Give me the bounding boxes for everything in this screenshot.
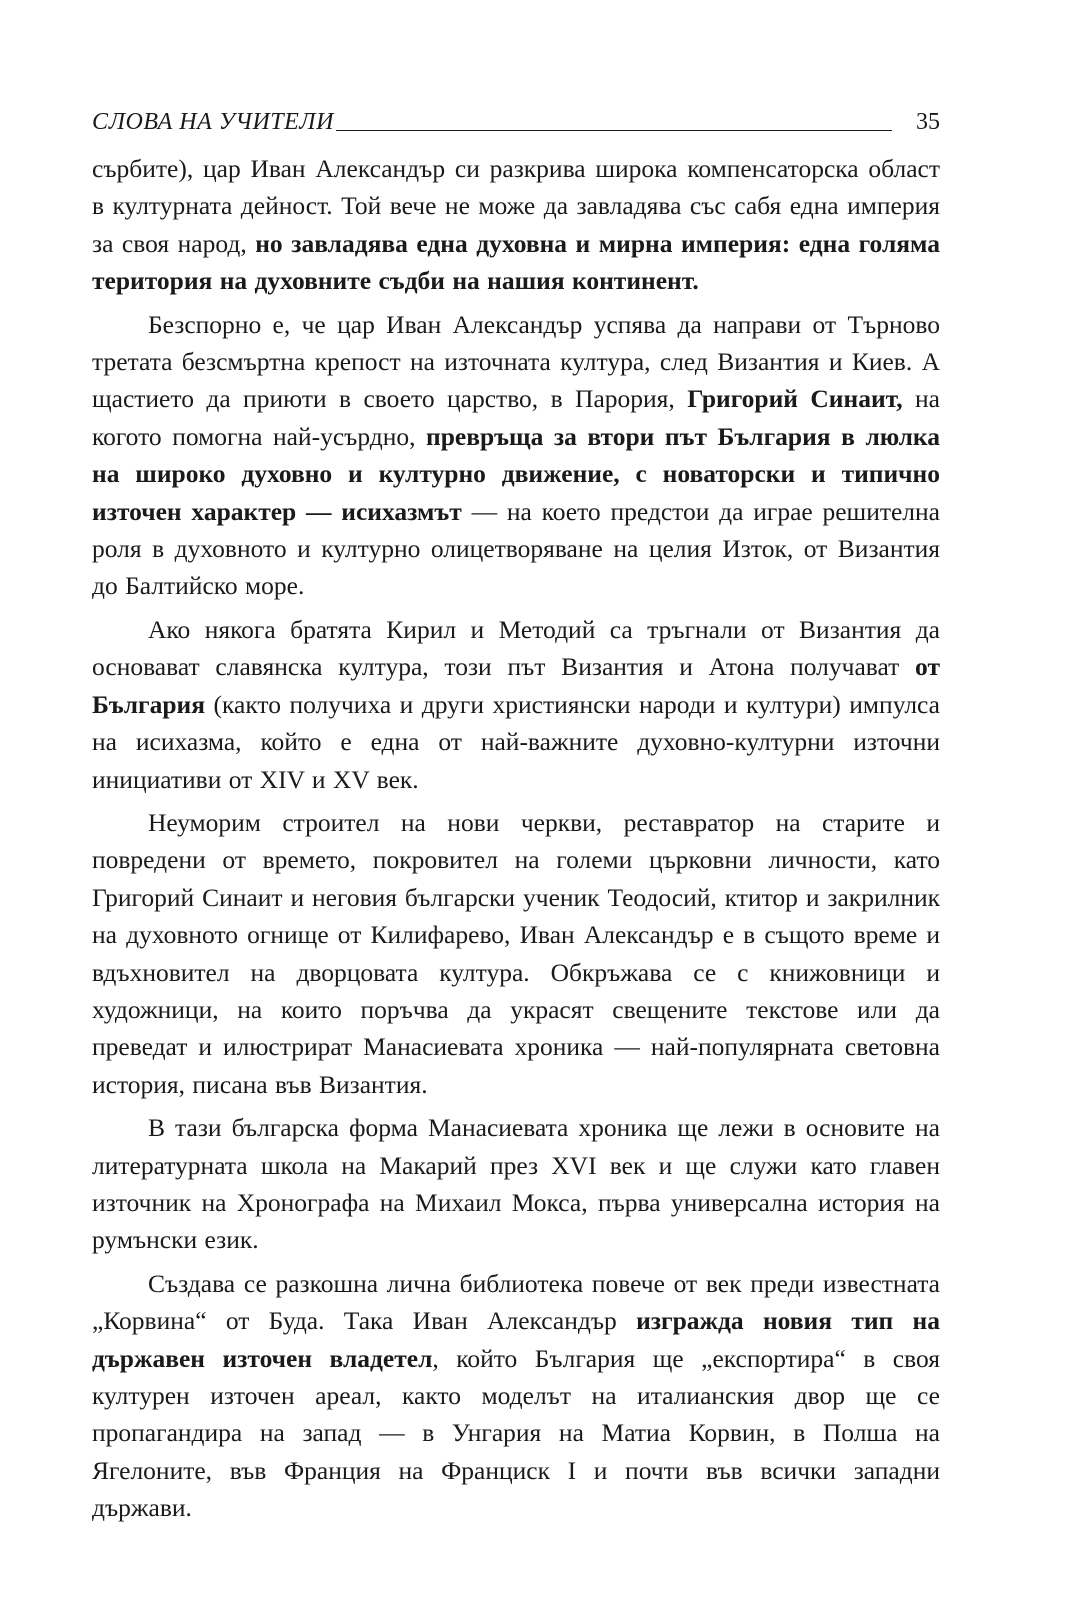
body-text (92, 150, 940, 1527)
bold-text-run: изгражда новия тип на държавен източен владетел (92, 1306, 940, 1373)
bold-text-run: но завладява една духовна и мирна империя: една голяма територия на духовните съдби на нашия континент. (92, 228, 940, 296)
bold-text-run: Григорий Синаит, (687, 384, 903, 414)
paragraph (92, 804, 940, 1103)
bold-text-run: превръща за втори път България в люлка на широко духовно и културно движение, с новаторски и типично източен характер — исихазмът (92, 421, 940, 526)
bold-text-run: от България (92, 652, 940, 719)
text-run: на когото помогна най-усърдно, (92, 384, 941, 451)
paragraph (92, 1109, 940, 1259)
header-rule (336, 130, 892, 131)
text-run: (както получиха и други християнски народи и култури) импулса на исихазма, който е една от най-важните духовно-културни източни инициативи от XIV и XV век. (92, 689, 940, 794)
page-header (92, 100, 940, 134)
page-number: 35 (916, 109, 940, 135)
text-run: Безспорно е, че цар Иван Александър успява да направи от Търново третата безсмъртна крепост на източната култура, след Византия и Киев. А щастието да приюти в своето царство, в Парория, (92, 309, 940, 414)
text-run: В тази българска форма Манасиевата хроника ще лежи в основите на литературната школа на Макарий през XVI век и ще служи като главен източник на Хронографа на Михаил Мокса, първа универсална история на румънски език. (92, 1113, 940, 1255)
text-run: сърбите), цар Иван Александър си разкрива широка компенсаторска област в културната дейност. Той вече не може да завладява със сабя една империя за своя народ, (92, 154, 940, 258)
paragraph (92, 150, 940, 300)
text-run: , който България ще „експортира“ в своя културен източен ареал, както моделът на италианския двор ще се пропагандира на запад — в Унгария на Матиа Корвин, в Полша на Ягелоните, във Франция на Франциск I и почти във всички западни държави. (92, 1343, 940, 1523)
text-run: Създава се разкошна лична библиотека повече от век преди известната „Корвина“ от Буда. Така Иван Александър (92, 1268, 940, 1336)
paragraph (92, 306, 940, 605)
paragraph (92, 611, 940, 798)
text-run: Неуморим строител на нови черкви, реставратор на старите и повредени от времето, покровител на големи църковни личности, като Григорий Синаит и неговия български ученик Теодосий, ктитор и закрилник на духовното огнище от Килифарево, Иван Александър е в същото време и вдъхновител на дворцовата култура. Обкръжава се с книжовници и художници, на които поръчва да украсят свещените текстове или да преведат и илюстрират Манасиевата хроника — най-популярната световна история, писана във Византия. (92, 807, 940, 1099)
text-run: Ако някога братята Кирил и Методий са тръгнали от Византия да основават славянска култура, този път Византия и Атона получават (92, 614, 940, 682)
running-title: СЛОВА НА УЧИТЕЛИ (92, 109, 334, 135)
paragraph (92, 1265, 940, 1527)
text-run: — на което предстои да играе решителна роля в духовното и културно олицетворяване на целия Изток, от Византия до Балтийско море. (92, 496, 940, 601)
